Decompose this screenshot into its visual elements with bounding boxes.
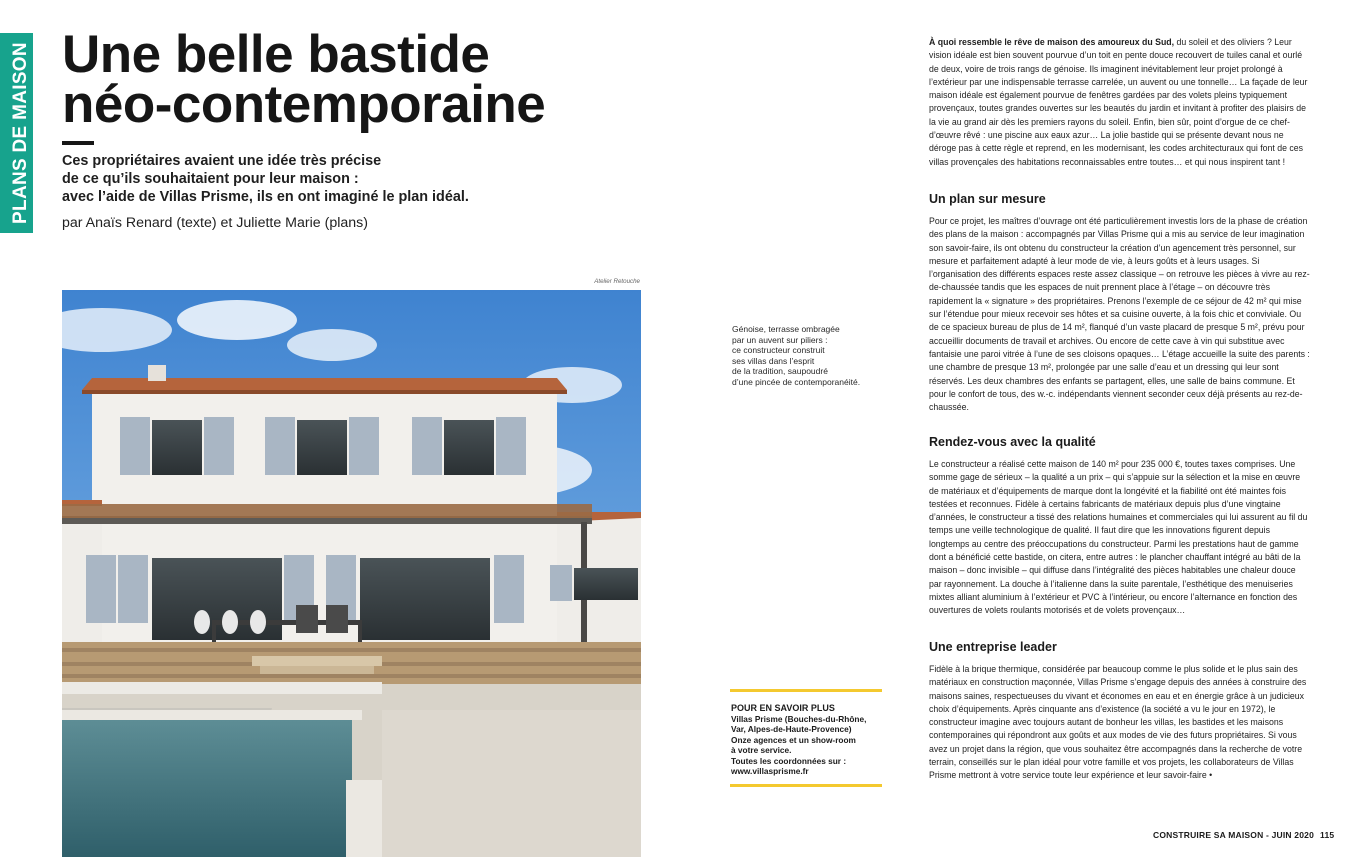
section-quality-body	[929, 458, 1310, 618]
section-text: Le constructeur a réalisé cette maison de 140 m² pour 235 000 €, toutes taxes comprises. Une somme gage de sérieux – la qualité a un prix – qui s’appuie sur la sélection et la mise en œuvre de matériaux et d’équipements de marque dont la longévité et la fiabilité ont été maintes fois testées et reconnues. Fidèle à certains fabricants de matériaux depuis plus d’une vingtaine d’années, le constructeur a tissé des relations humaines et commerciales qui lui assurent au fil du temps une veille technologique de qualité. Il faut dire que les innovations figurent depuis longtemps au centre des préoccupations du constructeur. Parmi les prestations haut de gamme dont a bénéficié cette bastide, on citera, entre autres : le plancher chauffant intégré au bâti de la maison – donc invisible – qui diffuse dans l’intégralité des pièces habitables une chaleur douce par rayonnement. La douche à l’italienne dans la suite parentale, l’esthétique des menuiseries mixtes alliant aluminium à l’extérieur et PVC à l’intérieur, ou encore l’alternance en fonction des ouvertures de volets roulants motorisés et de volets provençaux…	[929, 459, 1308, 616]
info-box-title: POUR EN SAVOIR PLUS	[731, 703, 835, 713]
caption-line: par un auvent sur piliers :	[732, 334, 828, 345]
section-heading: Un plan sur mesure	[929, 192, 1046, 206]
info-box-url[interactable]: www.villasprisme.fr	[731, 766, 809, 777]
caption-line: d’une pincée de contemporanéité.	[732, 376, 861, 387]
intro-paragraph	[929, 36, 1310, 169]
section-text: Fidèle à la brique thermique, considérée par beaucoup comme le plus solide et le plus sain des matériaux en construction maçonnée, Villas Prisme s’engage depuis des années à construire des maisons saines, respectueuses du vivant et économes en eau et en énergie grâce à un judicieux choix d’équipements. Après cinquante ans d’existence (la société a vu le jour en 1972), le constructeur imagine avec toujours autant de bonheur les villas, les bastides et les maisons contemporaines qui répondront aux goûts et aux modes de vie des futurs propriétaires. Si vous avez un projet dans la région, que vous souhaitez être accompagnés dans la recherche de votre terrain, conseillés sur le plan idéal pour votre famille et vos projets, les collaborateurs de Villas Prisme mettront à votre service toute leur expérience et leur savoir-faire •	[929, 664, 1307, 781]
section-leader-body	[929, 663, 1310, 783]
photo-credit: Atelier Retouche	[594, 278, 640, 285]
intro-body: du soleil et des oliviers ? Leur vision idéale est bien souvent pourvue d’un toit en pente douce recouvert de tuiles canal et ourlé de deux, voire de trois rangs de génoise. Ils imaginent inévitablement leur projet prolongé à l’extérieur par une indispensable terrasse carrelée, un auvent ou une tonnelle… La façade de leur maison idéale est également pourvue de fenêtres gardées par des volets pleins typiquement provençaux, toutes grandes ouvertes sur les beautés du jardin et invitant à profiter des plaisirs de la vie au grand air dès les premiers rayons du soleil. Enfin, bien sûr, point d’orgue de ce chef-d’œuvre rêvé : une piscine aux eaux azur… La jolie bastide qui se présente devant nous ne déroge pas à cette règle et reprend, en les modernisant, les codes architecturaux qui font de ces villas provençales des habitations reconnaissables entre toutes… et qui nous inspirent tant !	[929, 37, 1308, 167]
lead-line: avec l’aide de Villas Prisme, ils en ont imaginé le plan idéal.	[62, 189, 469, 205]
section-band	[0, 33, 33, 233]
section-heading: Rendez-vous avec la qualité	[929, 435, 1096, 449]
info-box-line: Villas Prisme (Bouches-du-Rhône,	[731, 714, 867, 724]
title-rule	[62, 141, 94, 145]
section-text: Pour ce projet, les maîtres d’ouvrage ont été particulièrement investis lors de la phase de création des plans de la maison : accompagnés par Villas Prisme qui a mis au service de leur imagination son savoir-faire, ils ont obtenu du constructeur la création d’un agencement très personnel, sur mesure et parfaitement adapté à leur mode de vie, à leurs goûts et à leurs usages. Si l’organisation des différents espaces reste assez classique – on retrouve les pièces à vivre au rez-de-chaussée tandis que les espaces de nuit prennent place à l’étage – on découvre très rapidement la « signature » des propriétaires. Prenons l’exemple de ce séjour de 42 m² qui mise sur l’étendue pour mieux recevoir ses hôtes et sa cuisine ouverte, à la fois chic et conviviale. Ou de ce spacieux bureau de plus de 14 m², flanqué d’un vaste placard de presque 5 m², prévu pour accueillir documents de travail et archives. Ou encore de cette cave à vin qui substitue avec fantaisie une paroi vitrée à l’une de ses cloisons opaques… L’étage accueille la suite des parents : une chambre de presque 13 m², prolongée par une salle d’eau et un dressing qui leur sont réservés. Les deux chambres des enfants se partagent, elles, une salle de bains commune. Et pour le confort de tous, des w.-c. indépendants viennent seconder ceux déjà présents au rez-de-chaussée.	[929, 216, 1310, 413]
article-title	[62, 25, 682, 134]
page-footer	[1153, 830, 1334, 840]
intro-text	[929, 36, 1310, 169]
page-number: 115	[1320, 830, 1335, 840]
title-line: néo-contemporaine	[62, 75, 546, 134]
info-box-line: Onze agences et un show-room	[731, 734, 856, 745]
section-plan-body	[929, 215, 1310, 414]
house-photo	[62, 290, 641, 857]
section-label: PLANS DE MAISON	[10, 42, 31, 224]
photo-caption	[732, 324, 892, 388]
lead-paragraph	[62, 152, 662, 206]
caption-line: ses villas dans l’esprit	[732, 355, 815, 366]
info-box-line: Var, Alpes-de-Haute-Provence)	[731, 724, 852, 735]
magazine-name: CONSTRUIRE SA MAISON - JUIN 2020	[1153, 830, 1315, 840]
section-leader	[929, 641, 1310, 654]
title-line: Une belle bastide	[62, 25, 490, 84]
lead-line: Ces propriétaires avaient une idée très précise	[62, 153, 382, 169]
lead-line: de ce qu’ils souhaitaient pour leur maison :	[62, 171, 359, 187]
caption-line: ce constructeur construit	[732, 345, 825, 356]
section-quality	[929, 436, 1310, 449]
section-heading: Une entreprise leader	[929, 640, 1057, 654]
byline: par Anaïs Renard (texte) et Juliette Marie (plans)	[62, 215, 368, 231]
caption-line: Génoise, terrasse ombragée	[732, 324, 840, 334]
info-box	[730, 689, 882, 787]
caption-line: de la tradition, saupoudré	[732, 366, 828, 377]
intro-bold: À quoi ressemble le rêve de maison des amoureux du Sud,	[929, 37, 1175, 47]
info-box-line: Toutes les coordonnées sur :	[731, 755, 847, 766]
section-plan	[929, 193, 1310, 206]
info-box-line: à votre service.	[731, 745, 792, 756]
